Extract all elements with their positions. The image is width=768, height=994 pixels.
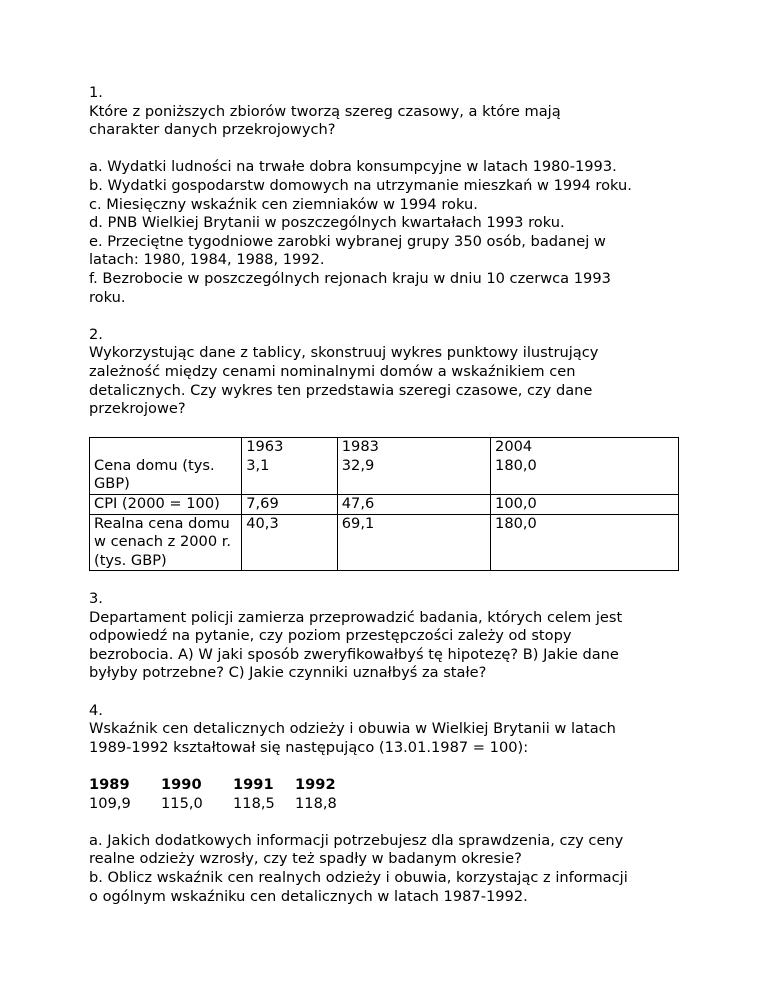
index-value: 109,9 xyxy=(89,794,131,812)
q4-item: a. Jakich dodatkowych informacji potrzebujesz dla sprawdzenia, czy ceny xyxy=(89,831,624,849)
q4-line: Wskaźnik cen detalicznych odzieży i obuwia w Wielkiej Brytanii w latach xyxy=(89,720,616,738)
index-value: 115,0 xyxy=(161,794,203,812)
table-cell: CPI (2000 = 100) xyxy=(90,495,242,515)
cell-line: 32,9 xyxy=(341,456,375,474)
table-cell xyxy=(242,438,338,495)
q3-number: 3. xyxy=(89,590,103,608)
table-cell xyxy=(337,438,490,495)
year-label: 1989 xyxy=(89,775,130,793)
q4-values-row xyxy=(89,795,689,814)
table-cell: 40,3 xyxy=(242,514,338,571)
q1-item: b. Wydatki gospodarstw domowych na utrzymanie mieszkań w 1994 roku. xyxy=(89,176,632,194)
table-row xyxy=(90,514,679,571)
house-price-table xyxy=(89,437,679,571)
q3-line: byłyby potrzebne? C) Jakie czynniki uznałbyś za stałe? xyxy=(89,664,487,682)
cell-line: 3,1 xyxy=(246,456,270,474)
q2-line: Wykorzystując dane z tablicy, skonstruuj wykres punktowy ilustrujący xyxy=(89,344,599,362)
cell-line: 2004 xyxy=(495,438,533,456)
year-label: 1990 xyxy=(161,775,202,793)
q3-line: Departament policji zamierza przeprowadzić badania, których celem jest xyxy=(89,608,623,626)
document-page xyxy=(89,84,689,906)
table-cell xyxy=(491,438,679,495)
q4-number: 4. xyxy=(89,701,103,719)
q1-item: f. Bezrobocie w poszczególnych rejonach kraju w dniu 10 czerwca 1993 xyxy=(89,269,611,287)
table-cell: Realna cena domu w cenach z 2000 r. (tys. GBP) xyxy=(90,514,242,571)
table-cell: 100,0 xyxy=(491,495,679,515)
q3-line: bezrobocia. A) W jaki sposób zweryfikowałbyś tę hipotezę? B) Jakie dane xyxy=(89,645,619,663)
year-label: 1991 xyxy=(233,775,274,793)
q1-item: latach: 1980, 1984, 1988, 1992. xyxy=(89,251,325,269)
table-cell: 47,6 xyxy=(337,495,490,515)
table-cell: 69,1 xyxy=(337,514,490,571)
q4-line: 1989-1992 kształtował się następująco (13.01.1987 = 100): xyxy=(89,738,529,756)
cell-line: 180,0 xyxy=(495,456,537,474)
q1-item: d. PNB Wielkiej Brytanii w poszczególnych kwartałach 1993 roku. xyxy=(89,214,565,232)
q1-number: 1. xyxy=(89,84,103,101)
index-value: 118,5 xyxy=(233,794,275,812)
index-value: 118,8 xyxy=(295,794,337,812)
table-cell: 7,69 xyxy=(242,495,338,515)
table-row xyxy=(90,495,679,515)
q4-item: o ogólnym wskaźniku cen detalicznych w latach 1987-1992. xyxy=(89,887,528,905)
q1-item: e. Przeciętne tygodniowe zarobki wybranej grupy 350 osób, badanej w xyxy=(89,232,606,250)
cell-line: 1983 xyxy=(341,438,379,456)
q4-years-row xyxy=(89,776,689,795)
q4-item: realne odzieży wzrosły, czy też spadły w badanym okresie? xyxy=(89,850,522,868)
q3-line: odpowiedź na pytanie, czy poziom przestępczości zależy od stopy xyxy=(89,627,572,645)
q1-item: roku. xyxy=(89,288,126,306)
q2-line: zależność między cenami nominalnymi domów a wskaźnikiem cen xyxy=(89,362,576,380)
q4-item: b. Oblicz wskaźnik cen realnych odzieży i obuwia, korzystając z informacji xyxy=(89,868,628,886)
q1-item: c. Miesięczny wskaźnik cen ziemniaków w 1994 roku. xyxy=(89,195,478,213)
table-cell: Cena domu (tys. GBP) xyxy=(90,438,242,495)
q2-line: detalicznych. Czy wykres ten przedstawia szeregi czasowe, czy dane xyxy=(89,381,593,399)
q2-line: przekrojowe? xyxy=(89,400,186,418)
q1-line: charakter danych przekrojowych? xyxy=(89,121,336,139)
table-cell: 180,0 xyxy=(491,514,679,571)
q1-item: a. Wydatki ludności na trwałe dobra konsumpcyjne w latach 1980-1993. xyxy=(89,158,617,176)
table-row xyxy=(90,438,679,495)
q2-number: 2. xyxy=(89,325,103,343)
cell-line: 1963 xyxy=(246,438,284,456)
year-label: 1992 xyxy=(295,775,336,793)
q1-line: Które z poniższych zbiorów tworzą szereg czasowy, a które mają xyxy=(89,102,561,120)
